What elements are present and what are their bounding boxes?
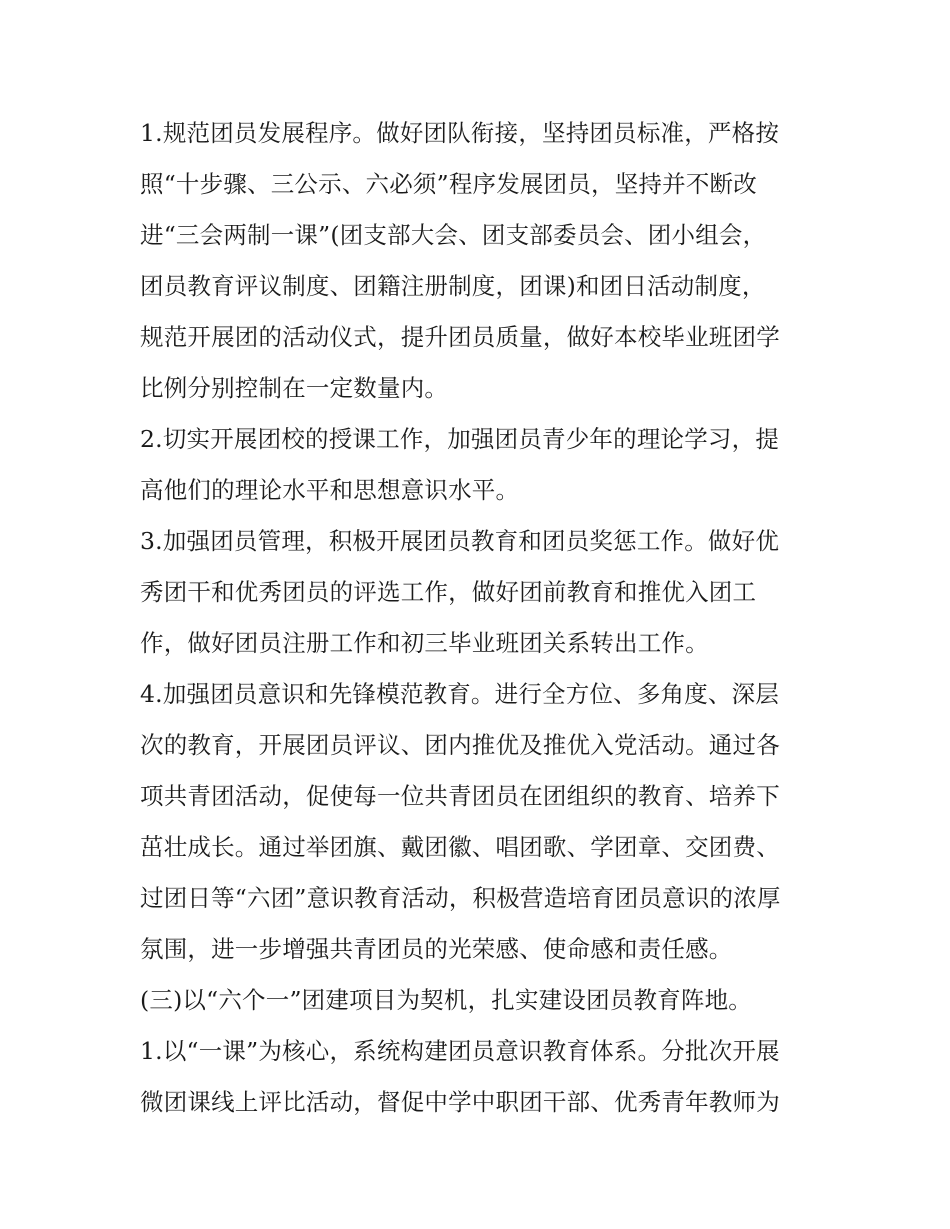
text-line: 进“三会两制一课”(团支部大会、团支部委员会、团小组会， [140, 221, 767, 249]
text-line: 过团日等“六团”意识教育活动，积极营造培育团员意识的浓厚 [140, 884, 781, 912]
text-line: 氛围，进一步增强共青团员的光荣感、使命感和责任感。 [140, 935, 733, 963]
text-line: 3.加强团员管理，积极开展团员教育和团员奖惩工作。做好优 [140, 527, 780, 555]
text-line: 次的教育，开展团员评议、团内推优及推优入党活动。通过各 [140, 731, 780, 759]
text-line: 微团课线上评比活动，督促中学中职团干部、优秀青年教师为 [140, 1088, 780, 1116]
text-line: 作，做好团员注册工作和初三毕业班团关系转出工作。 [140, 629, 709, 657]
text-line: 秀团干和优秀团员的评选工作，做好团前教育和推优入团工 [140, 578, 757, 606]
text-line: 高他们的理论水平和思想意识水平。 [140, 476, 520, 504]
text-line: 团员教育评议制度、团籍注册制度，团课)和团日活动制度， [140, 272, 766, 300]
text-line: 茁壮成长。通过举团旗、戴团徽、唱团歌、学团章、交团费、 [140, 833, 780, 861]
text-line: 项共青团活动，促使每一位共青团员在团组织的教育、培养下 [140, 782, 780, 810]
text-line: 1.以“一课”为核心，系统构建团员意识教育体系。分批次开展 [140, 1037, 780, 1065]
text-line: 比例分别控制在一定数量内。 [140, 374, 449, 402]
text-line: 照“十步骤、三公示、六必须”程序发展团员，坚持并不断改 [140, 170, 757, 198]
text-line: (三)以“六个一”团建项目为契机，扎实建设团员教育阵地。 [140, 986, 752, 1014]
text-line: 1.规范团员发展程序。做好团队衔接，坚持团员标准，严格按 [140, 119, 780, 147]
text-line: 规范开展团的活动仪式，提升团员质量，做好本校毕业班团学 [140, 323, 780, 351]
text-line: 4.加强团员意识和先锋模范教育。进行全方位、多角度、深层 [140, 680, 780, 708]
text-line: 2.切实开展团校的授课工作，加强团员青少年的理论学习，提 [140, 425, 780, 453]
document-body [140, 108, 820, 1128]
